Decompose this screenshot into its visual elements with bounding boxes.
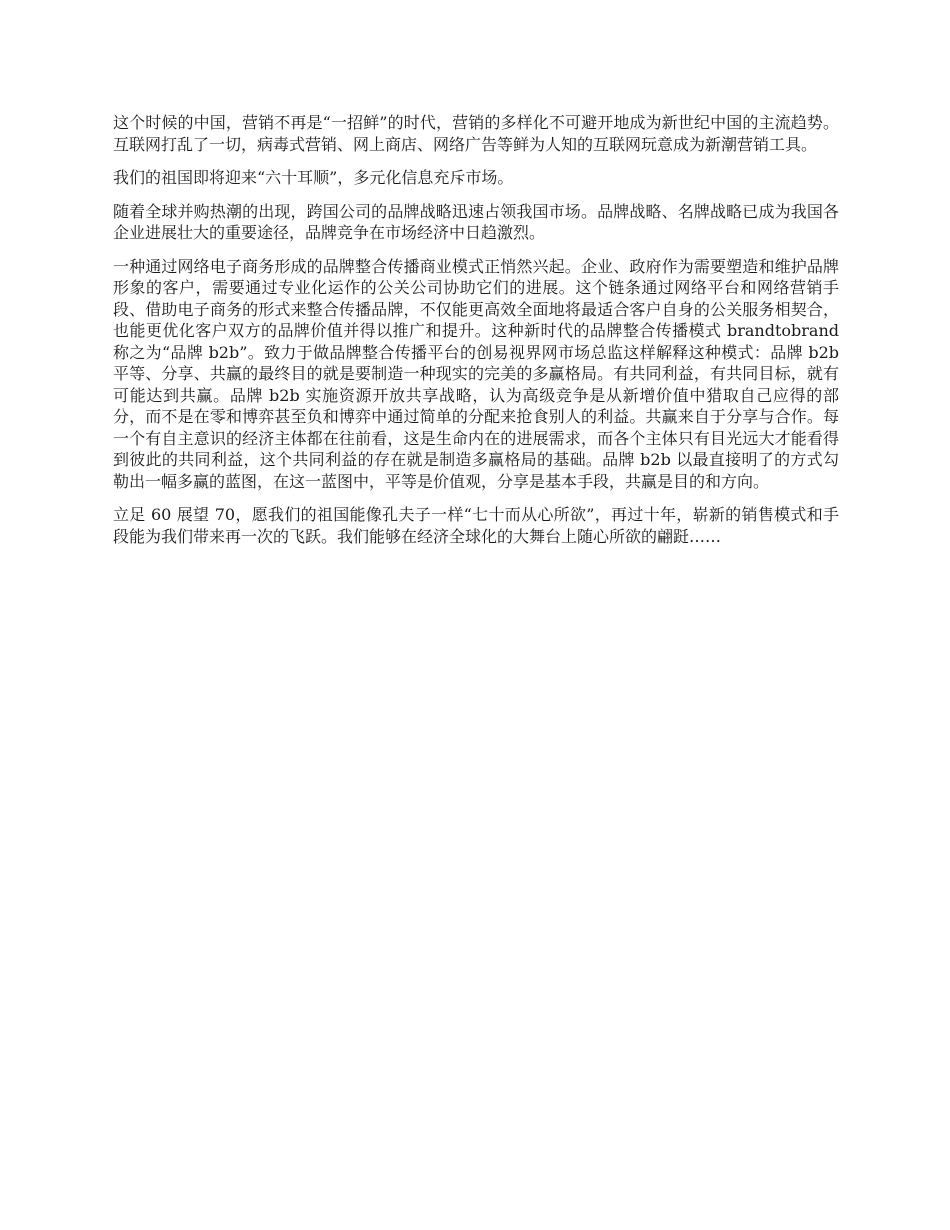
paragraph-3: 随着全球并购热潮的出现，跨国公司的品牌战略迅速占领我国市场。品牌战略、名牌战略已成为我国各企业进展壮大的重要途径，品牌竞争在市场经济中日趋激烈。 bbox=[113, 201, 839, 242]
document-body bbox=[113, 112, 839, 559]
paragraph-2: 我们的祖国即将迎来“六十耳顺”，多元化信息充斥市场。 bbox=[113, 168, 514, 187]
paragraph-4: 一种通过网络电子商务形成的品牌整合传播商业模式正悄然兴起。企业、政府作为需要塑造和维护品牌形象的客户，需要通过专业化运作的公关公司协助它们的进展。这个链条通过网络平台和网络营销手段、借助电子商务的形式来整合传播品牌，不仅能更高效全面地将最适合客户自身的公关服务相契合，也能更优化客户双方的品牌价值并得以推广和提升。这种新时代的品牌整合传播模式 brandtobrand 称之为“品牌 b2b”。致力于做品牌整合传播平台的创易视界网市场总监这样解释这种模式：品牌 b2b 平等、分享、共赢的最终目的就是要制造一种现实的完美的多赢格局。有共同利益，有共同目标，就有可能达到共赢。品牌 b2b 实施资源开放共享战略，认为高级竞争是从新增价值中猎取自己应得的部分，而不是在零和博弈甚至负和博弈中通过简单的分配来抢食别人的利益。共赢来自于分享与合作。每一个有自主意识的经济主体都在往前看，这是生命内在的进展需求，而各个主体只有目光远大才能看得到彼此的共同利益，这个共同利益的存在就是制造多赢格局的基础。品牌 b2b 以最直接明了的方式勾勒出一幅多赢的蓝图，在这一蓝图中，平等是价值观，分享是基本手段，共赢是目的和方向。 bbox=[113, 256, 839, 491]
paragraph-1: 这个时候的中国，营销不再是“一招鲜”的时代，营销的多样化不可避开地成为新世纪中国的主流趋势。互联网打乱了一切，病毒式营销、网上商店、网络广告等鲜为人知的互联网玩意成为新潮营销工具。 bbox=[113, 113, 839, 154]
paragraph-5: 立足 60 展望 70，愿我们的祖国能像孔夫子一样“七十而从心所欲”，再过十年，崭新的销售模式和手段能为我们带来再一次的飞跃。我们能够在经济全球化的大舞台上随心所欲的翩跹…… bbox=[113, 505, 839, 546]
